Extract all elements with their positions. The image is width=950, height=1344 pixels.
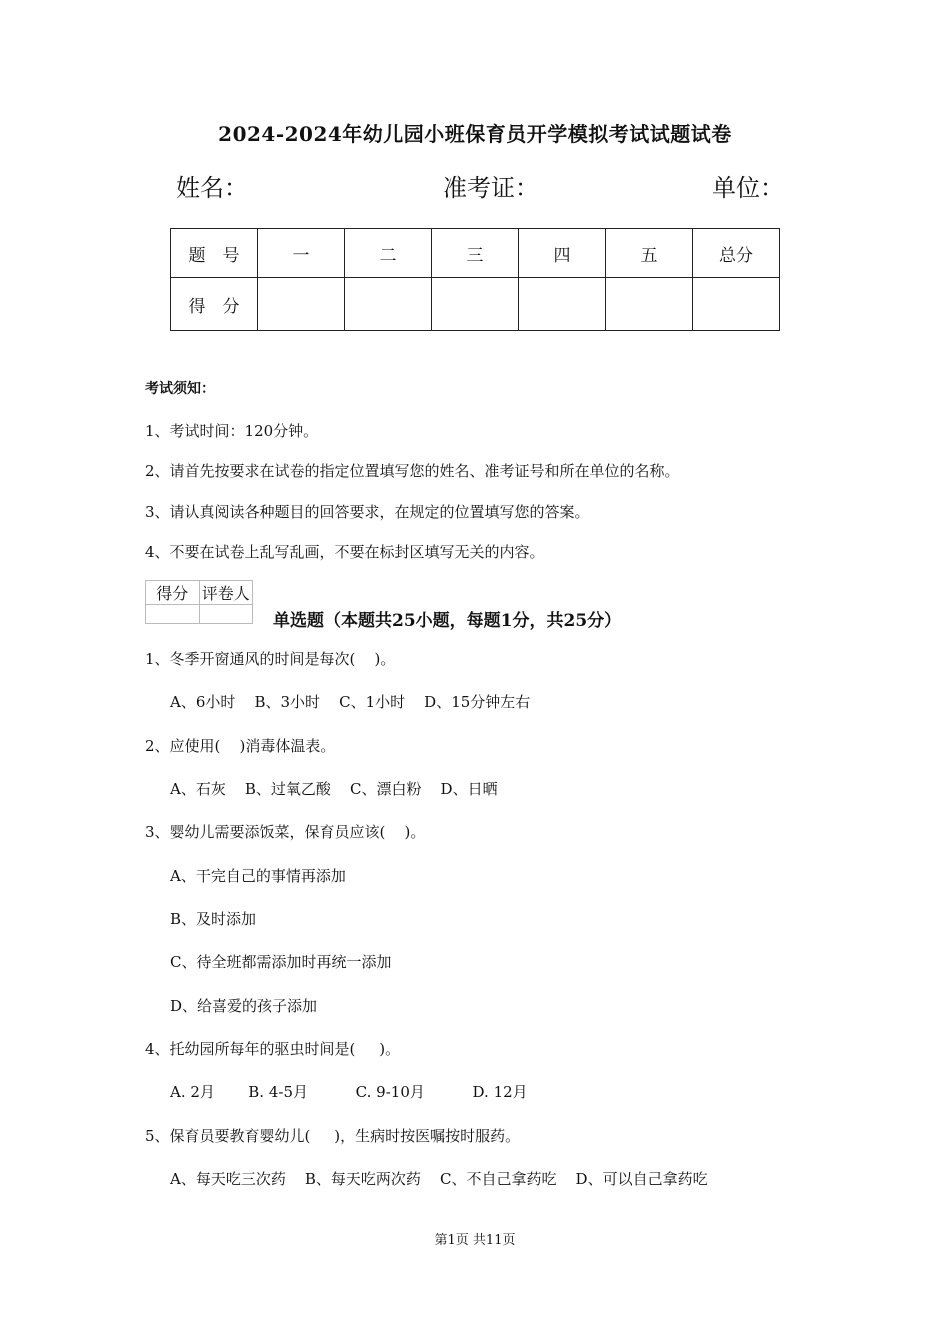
score-table-header-cell: 题 号 [171, 229, 258, 278]
question-text: 2、应使用( )消毒体温表。 [145, 737, 336, 755]
score-table-header-row [171, 229, 780, 278]
score-cell[interactable] [258, 278, 345, 331]
notice-item: 1、考试时间：120分钟。 [145, 422, 319, 440]
page-footer: 第1页 共11页 [434, 1233, 516, 1248]
score-row-label: 得 分 [171, 278, 258, 331]
score-table-header-cell: 总分 [693, 229, 780, 278]
score-table-score-row [171, 278, 780, 331]
score-cell[interactable] [693, 278, 780, 331]
question-text: 1、冬季开窗通风的时间是每次( )。 [145, 650, 396, 668]
name-label: 姓名： [176, 174, 248, 202]
score-table-header-cell: 五 [606, 229, 693, 278]
question-options: A、每天吃三次药 B、每天吃两次药 C、不自己拿药吃 D、可以自己拿药吃 [170, 1170, 708, 1188]
score-cell[interactable] [606, 278, 693, 331]
score-table-header-cell: 三 [432, 229, 519, 278]
question-option: C、待全班都需添加时再统一添加 [170, 953, 392, 971]
score-table-header-cell: 一 [258, 229, 345, 278]
question-text: 3、婴幼儿需要添饭菜，保育员应该( )。 [145, 823, 426, 841]
unit-label: 单位： [712, 174, 784, 202]
question-option: D、给喜爱的孩子添加 [170, 997, 318, 1015]
score-cell[interactable] [519, 278, 606, 331]
question-options: A. 2月 B. 4-5月 C. 9-10月 D. 12月 [170, 1083, 528, 1101]
section-heading: 单选题（本题共25小题，每题1分，共25分） [273, 611, 622, 631]
notice-item: 2、请首先按要求在试卷的指定位置填写您的姓名、准考证号和所在单位的名称。 [145, 462, 680, 480]
grader-name-cell[interactable] [199, 605, 253, 624]
score-cell[interactable] [432, 278, 519, 331]
score-table-header-cell: 四 [519, 229, 606, 278]
question-options: A、石灰 B、过氧乙酸 C、漂白粉 D、日晒 [170, 780, 498, 798]
score-table-header-cell: 二 [345, 229, 432, 278]
grader-score-cell[interactable] [146, 605, 200, 624]
question-text: 5、保育员要教育婴幼儿( )，生病时按医嘱按时服药。 [145, 1127, 521, 1145]
notice-heading: 考试须知： [145, 381, 215, 397]
question-option: B、及时添加 [170, 910, 257, 928]
score-table [170, 228, 780, 331]
question-option: A、干完自己的事情再添加 [170, 867, 346, 885]
score-cell[interactable] [345, 278, 432, 331]
grader-box [145, 580, 253, 624]
grader-name-label: 评卷人 [199, 581, 253, 605]
notice-item: 3、请认真阅读各种题目的回答要求，在规定的位置填写您的答案。 [145, 503, 590, 521]
notice-item: 4、不要在试卷上乱写乱画，不要在标封区填写无关的内容。 [145, 543, 545, 561]
question-options: A、6小时 B、3小时 C、1小时 D、15分钟左右 [170, 693, 531, 711]
question-text: 4、托幼园所每年的驱虫时间是( )。 [145, 1040, 401, 1058]
exam-number-label: 准考证： [443, 174, 539, 202]
exam-title: 2024-2024年幼儿园小班保育员开学模拟考试试题试卷 [218, 122, 732, 146]
grader-score-label: 得分 [146, 581, 200, 605]
